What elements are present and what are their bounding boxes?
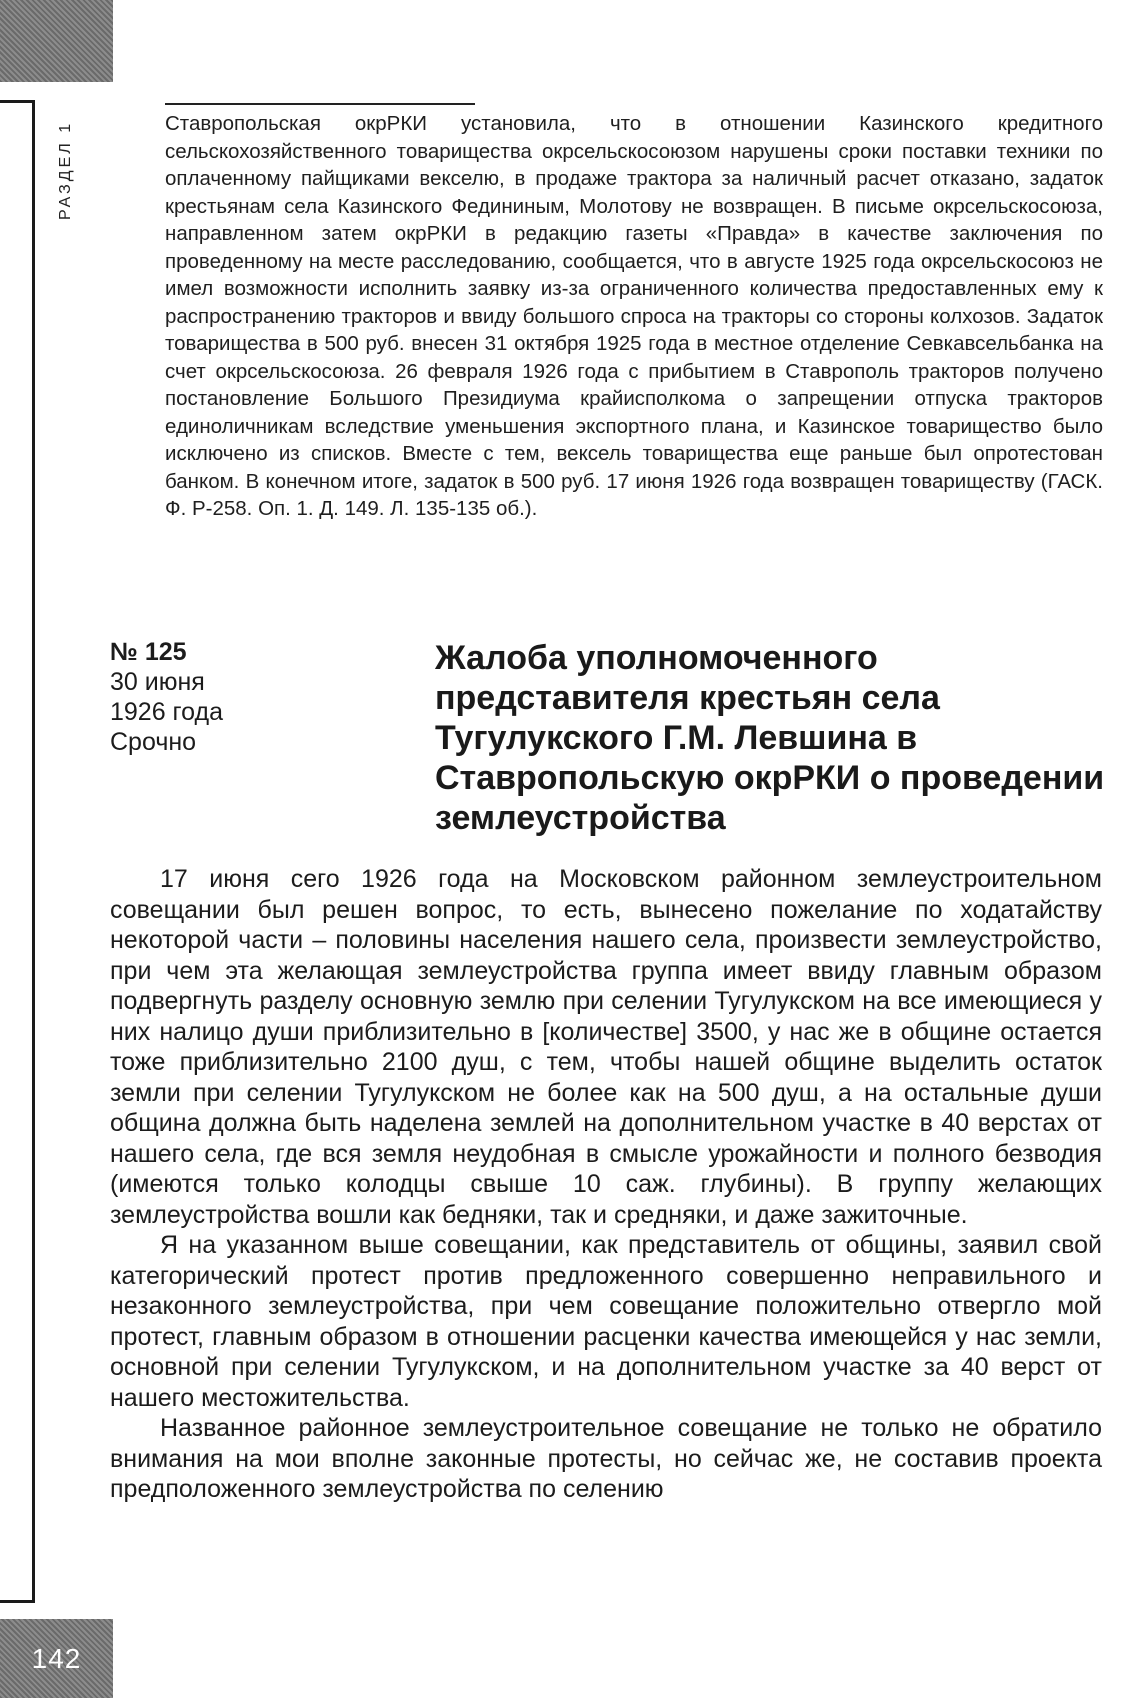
document-meta [110, 637, 370, 757]
document-body [110, 864, 1102, 1505]
footnote [165, 110, 1103, 523]
margin-frame [0, 100, 35, 1603]
footnote-text: Ставропольская окрРКИ установила, что в отношении Казинского кредитного сельскохозяйственного товарищества окрсельскосоюзом нарушены сроки поставки техники по оплаченному пайщиками векселю, в продаже трактора за наличный расчет отказано, задаток крестьянам села Казинского Федининым, Молотову не возвращен. В письме окрсельскосоюза, направленном затем окрРКИ в редакцию газеты «Правда» в качестве заключения по проведенному на месте расследованию, сообщается, что в августе 1925 года окрсельскосоюз не имел возможности исполнить заявку из-за ограниченного количества предоставленных ему к распространению тракторов и ввиду большого спроса на тракторы со стороны колхозов. Задаток товарищества в 500 руб. внесен 31 октября 1925 года в местное отделение Севкавсельбанка на счет окрсельскосоюза. 26 февраля 1926 года с прибытием в Ставрополь тракторов получено постановление Большого Президиума крайисполкома о запрещении отпуска тракторов единоличникам вследствие уменьшения экспортного плана, и Казинское товарищество было исключено из списков. Вместе с тем, вексель товарищества еще раньше был опротестован банком. В конечном итоге, задаток в 500 руб. 17 июня 1926 года возвращен товариществу (ГАСК. Ф. Р-258. Оп. 1. Д. 149. Л. 135-135 об.). [165, 112, 1103, 520]
document-date-day: 30 июня [110, 668, 205, 696]
document-date-year: 1926 года [110, 698, 223, 726]
corner-tab-top [0, 0, 113, 82]
body-paragraph: Названное районное землеустроительное совещание не только не обратило внимания на мои вполне законные протесты, но сейчас же, не составив проекта предположенного землеустройства по селению [110, 1414, 1102, 1503]
body-paragraph: Я на указанном выше совещании, как представитель от общины, заявил свой категорический протест против предложенного совершенно неправильного и незаконного землеустройства, при чем совещание положительно отвергло мой протест, главным образом в отношении расценки качества имеющейся у нас земли, основной при селении Тугулукском, и на дополнительном участке за 40 верст от нашего местожительства. [110, 1231, 1102, 1412]
document-number: № 125 [110, 638, 187, 666]
page-number: 142 [31, 1642, 82, 1674]
section-label: РАЗДЕЛ 1 [57, 120, 74, 220]
document-title: Жалоба уполномоченного представителя крестьян села Тугулукского Г.М. Левшина в Ставропольскую окрРКИ о проведении землеустройства [435, 639, 1105, 837]
document-urgency: Срочно [110, 728, 197, 756]
body-paragraph: 17 июня сего 1926 года на Московском районном землеустроительном совещании был решен вопрос, то есть, вынесено пожелание по ходатайству некоторой части – половины населения нашего села, произвести землеустройство, при чем эта желающая землеустройства группа имеет ввиду главным образом подвергнуть разделу основную землю при селении Тугулукском на все имеющиеся у них налицо души приблизительно в [количестве] 3500, у нас же в общине остается тоже приблизительно 2100 душ, с тем, чтобы нашей общине выделить остаток земли при селении Тугулукском не более как на 500 душ, а на остальные души община должна быть наделена землей на дополнительном участке в 40 верстах от нашего села, где вся земля неудобная в смысле урожайности и полного безводия (имеются только колодцы свыше 10 саж. глубины). В группу желающих землеустройства вошли как бедняки, так и средняки, и даже зажиточные. [110, 865, 1102, 1229]
footnote-divider [165, 103, 475, 105]
